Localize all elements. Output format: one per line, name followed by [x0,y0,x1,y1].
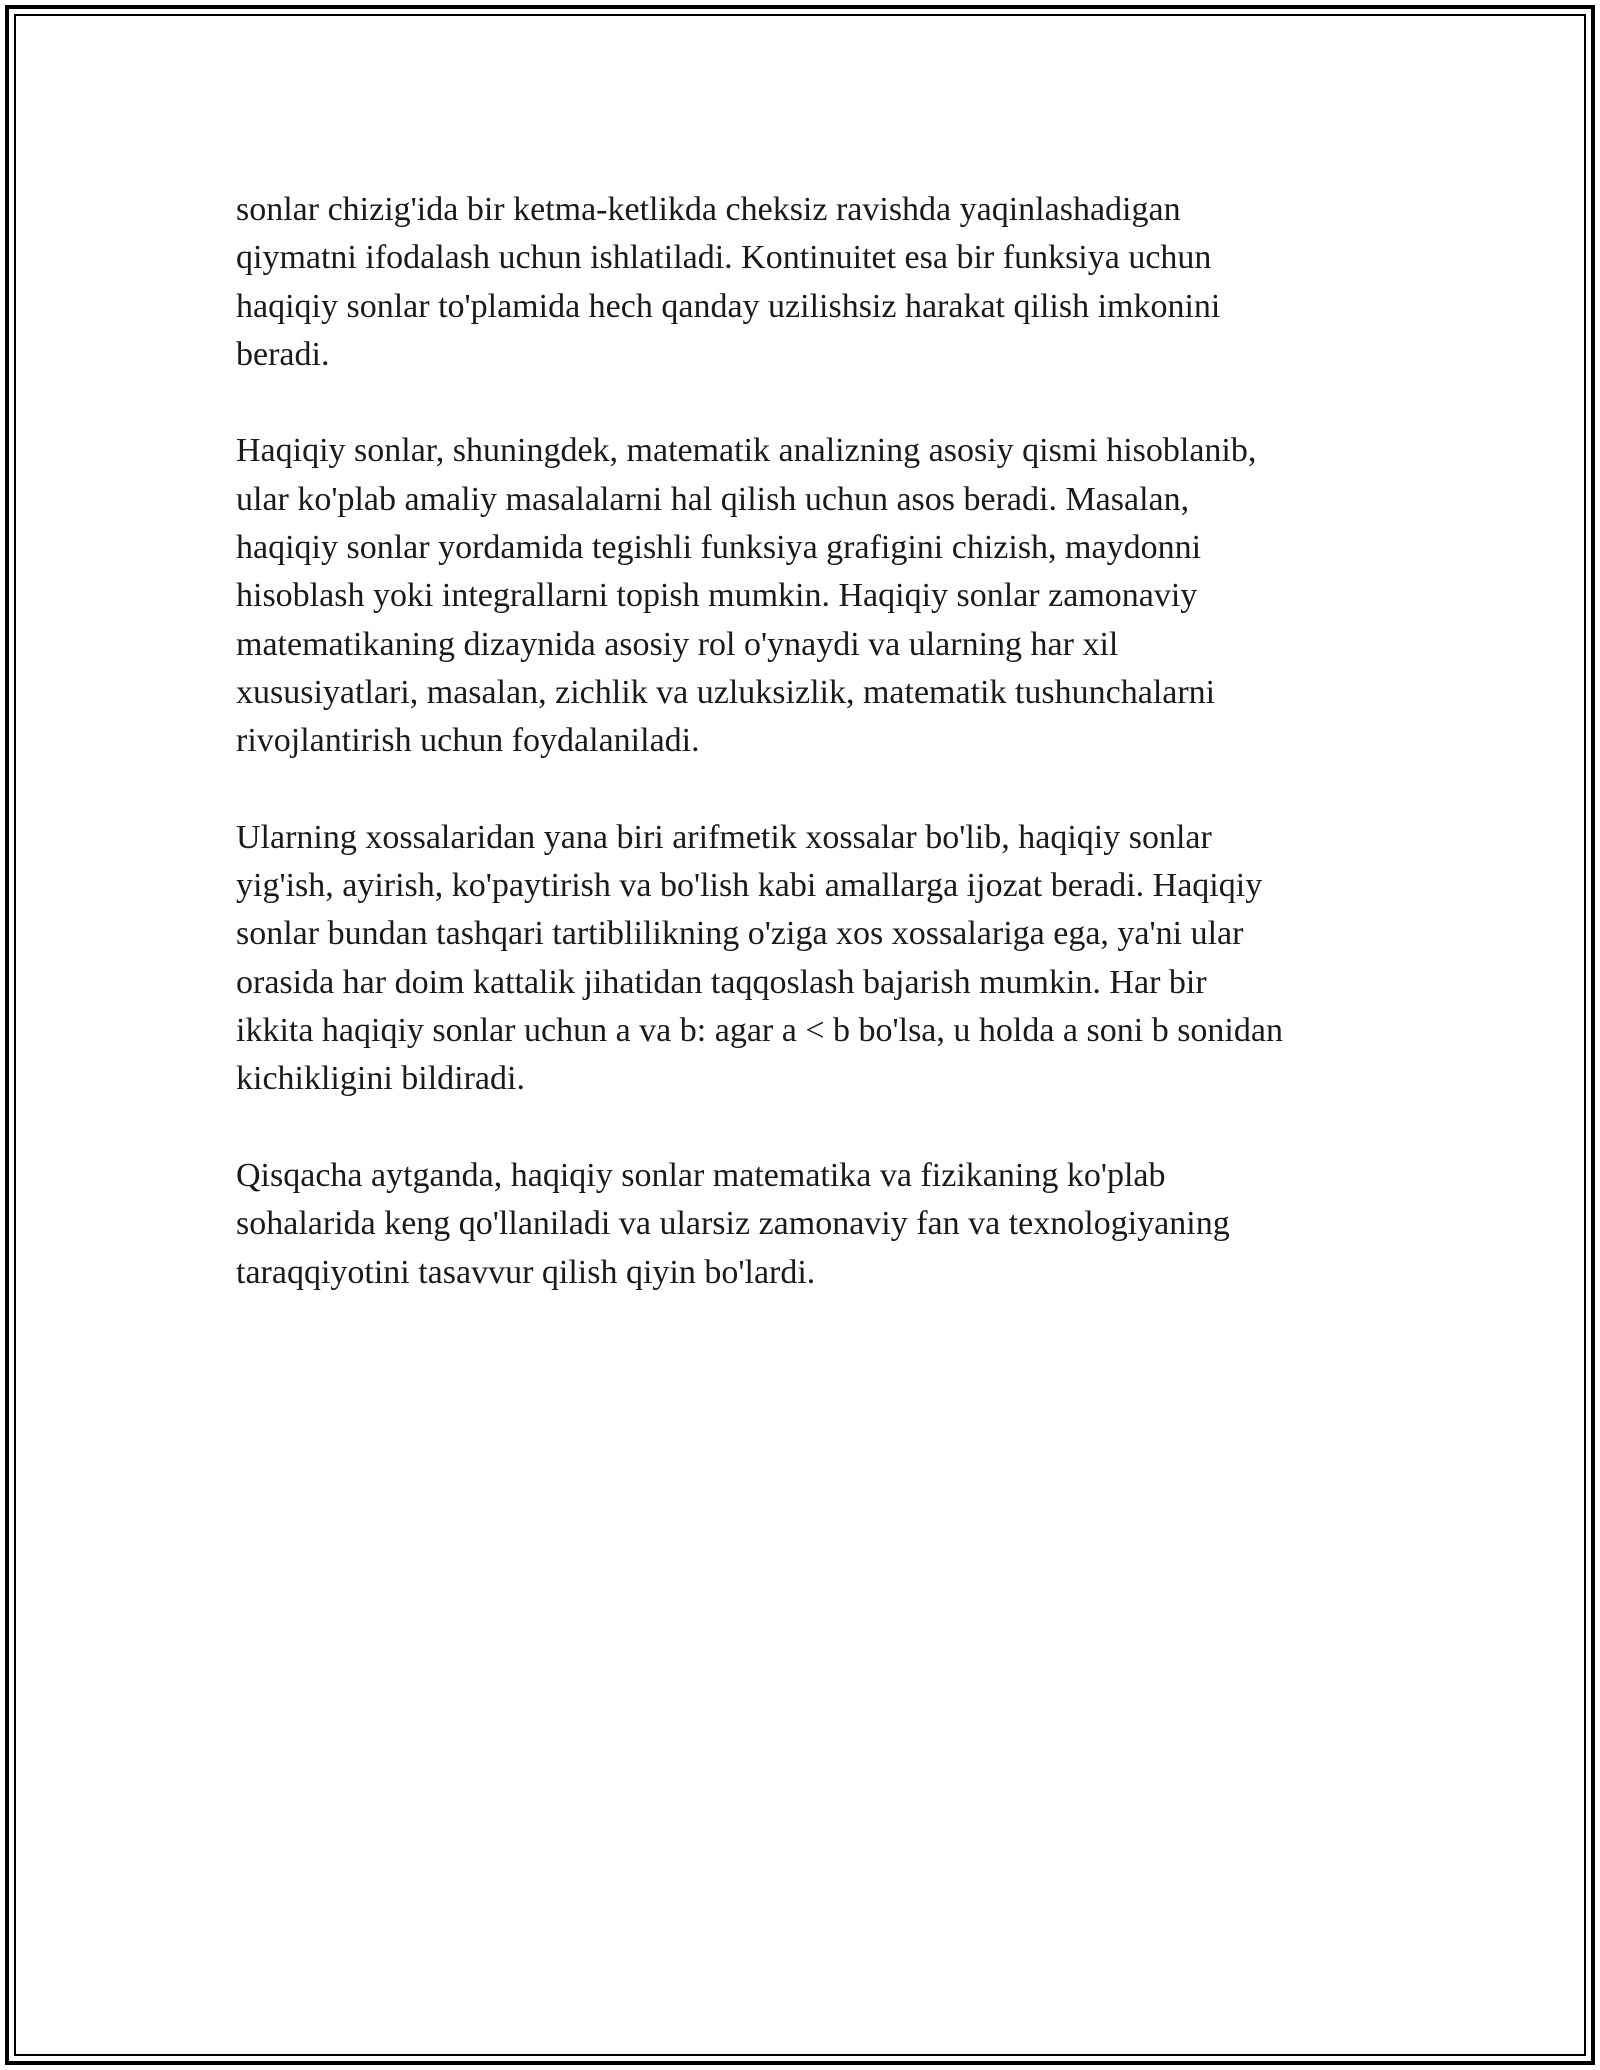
paragraph [236,186,1386,379]
text-line: haqiqiy sonlar to'plamida hech qanday uzilishsiz harakat qilish imkonini [236,287,1221,325]
text-line: hisoblash yoki integrallarni topish mumkin. Haqiqiy sonlar zamonaviy [236,577,1198,615]
text-line: xususiyatlari, masalan, zichlik va uzluksizlik, matematik tushunchalarni [236,673,1216,711]
text-line: haqiqiy sonlar yordamida tegishli funksiya grafigini chizish, maydonni [236,529,1202,567]
text-line: orasida har doim kattalik jihatidan taqqoslash bajarish mumkin. Har bir [236,963,1207,1001]
paragraph [236,1152,1386,1297]
text-line: matematikaning dizaynida asosiy rol o'ynaydi va ularning har xil [236,625,1119,663]
text-line: ikkita haqiqiy sonlar uchun a va b: agar a < b bo'lsa, u holda a soni b sonidan [236,1012,1283,1050]
text-line: Haqiqiy sonlar, shuningdek, matematik analizning asosiy qismi hisoblanib, [236,432,1257,470]
text-line: kichikligini bildiradi. [236,1060,525,1098]
text-line: rivojlantirish uchun foydalaniladi. [236,722,700,760]
text-line: sonlar bundan tashqari tartiblilikning o'ziga xos xossalariga ega, ya'ni ular [236,915,1244,953]
text-line: Qisqacha aytganda, haqiqiy sonlar matematika va fizikaning ko'plab [236,1156,1166,1194]
text-line: ular ko'plab amaliy masalalarni hal qilish uchun asos beradi. Masalan, [236,480,1190,518]
text-line: Ularning xossalaridan yana biri arifmetik xossalar bo'lib, haqiqiy sonlar [236,818,1212,856]
text-line: sohalarida keng qo'llaniladi va ularsiz zamonaviy fan va texnologiyaning [236,1205,1230,1243]
text-line: beradi. [236,335,330,373]
text-line: yig'ish, ayirish, ko'paytirish va bo'lish kabi amallarga ijozat beradi. Haqiqiy [236,867,1263,905]
paragraph [236,814,1386,1104]
document-body [236,186,1386,1345]
text-line: qiymatni ifodalash uchun ishlatiladi. Kontinuitet esa bir funksiya uchun [236,239,1212,277]
paragraph [236,427,1386,765]
text-line: taraqqiyotini tasavvur qilish qiyin bo'lardi. [236,1253,816,1291]
text-line: sonlar chizig'ida bir ketma-ketlikda cheksiz ravishda yaqinlashadigan [236,191,1181,228]
